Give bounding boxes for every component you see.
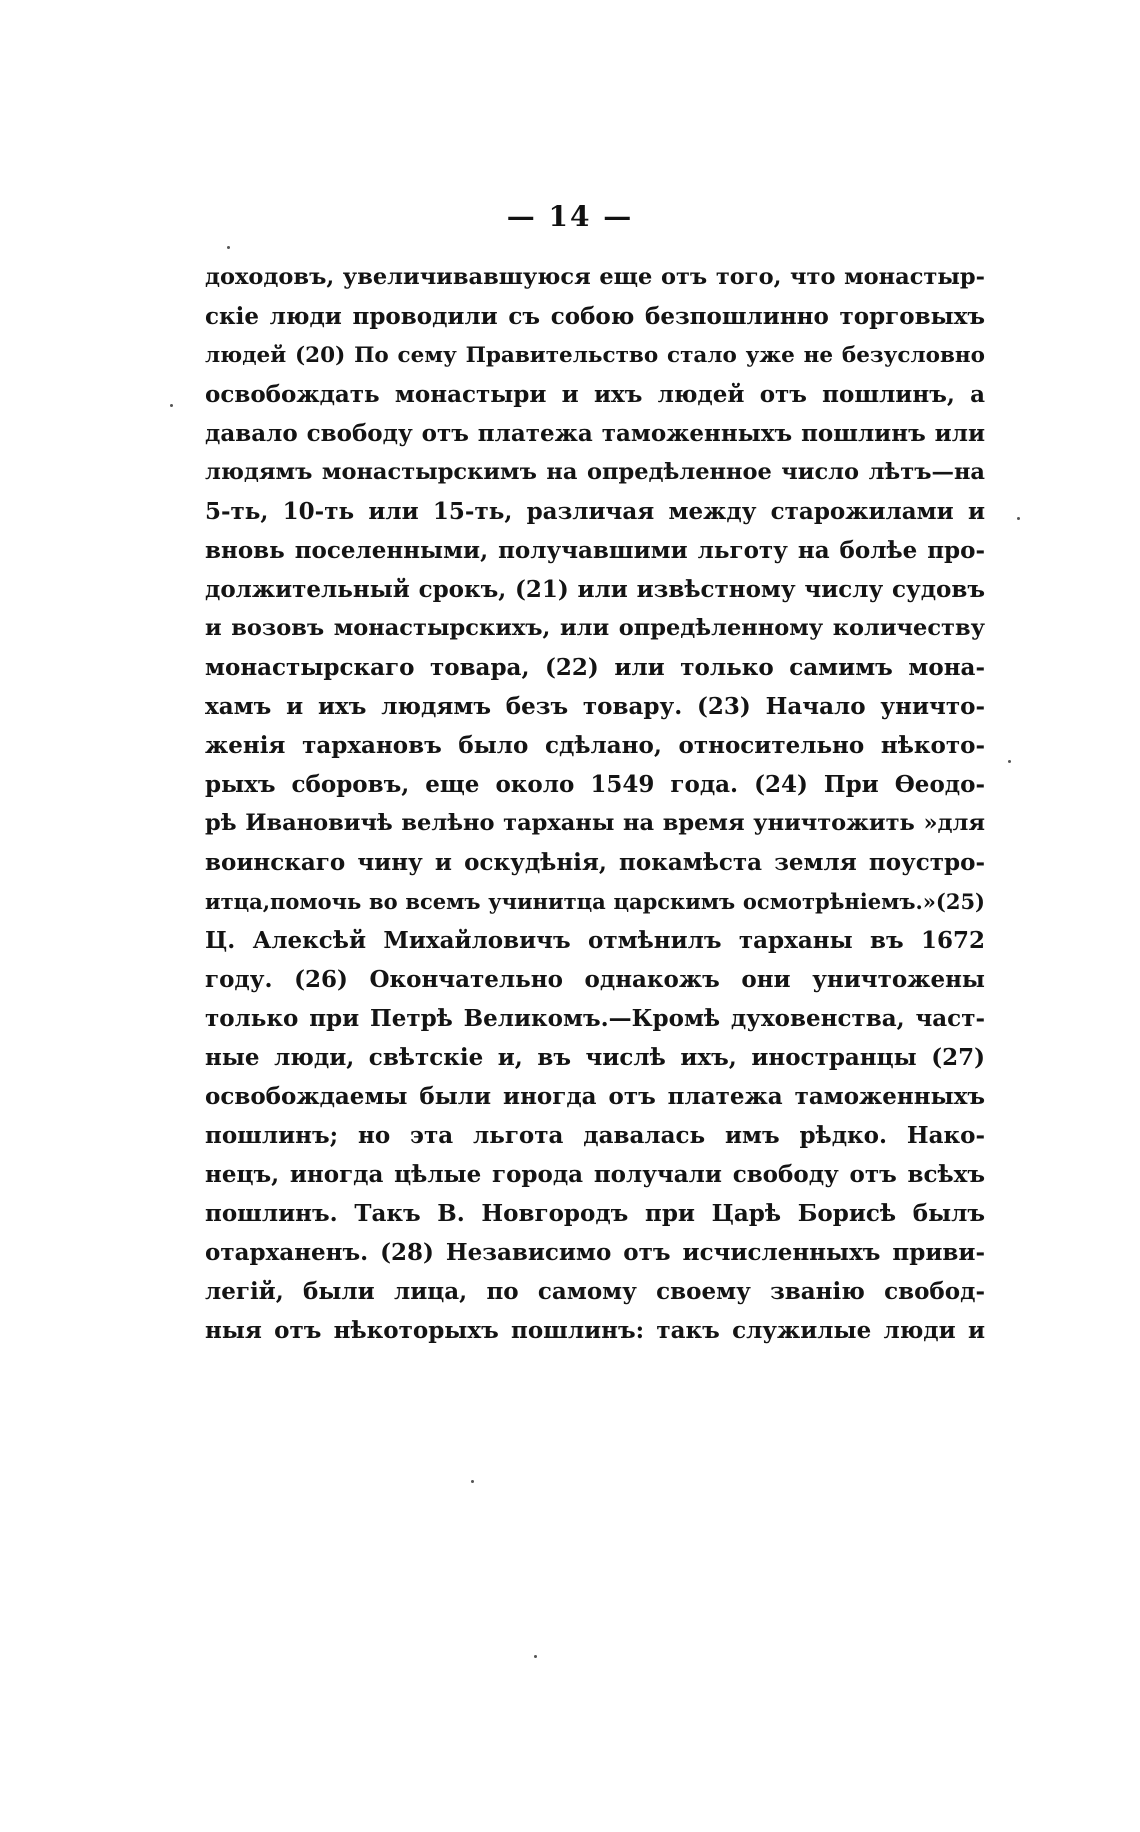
text-line: воинскаго чину и оскудѣнія, покамѣста земля поустро- xyxy=(205,849,985,876)
text-line: давало свободу отъ платежа таможенныхъ пошлинъ или xyxy=(205,420,985,447)
text-line: 5-ть, 10-ть или 15-ть, различая между старожилами и xyxy=(205,498,985,525)
text-line: только при Петрѣ Великомъ.—Кромѣ духовенства, част- xyxy=(205,1005,985,1032)
text-line: вновь поселенными, получавшими льготу на болѣе про- xyxy=(205,537,985,564)
text-line: женія тархановъ было сдѣлано, относительно нѣкото- xyxy=(205,732,985,759)
page-number: — 14 — xyxy=(506,200,634,233)
scan-speck xyxy=(170,404,173,407)
text-line: Ц. Алексѣй Михайловичъ отмѣнилъ тарханы въ 1672 xyxy=(205,927,985,954)
text-line: рѣ Ивановичѣ велѣно тарханы на время уничтожить »для xyxy=(205,810,985,836)
text-line: доходовъ, увеличивавшуюся еще отъ того, что монастыр- xyxy=(205,264,985,290)
text-line: хамъ и ихъ людямъ безъ товару. (23) Начало уничто- xyxy=(205,693,985,720)
text-line: рыхъ сборовъ, еще около 1549 года. (24) При Ѳеодо- xyxy=(205,771,985,798)
scan-speck xyxy=(1008,760,1011,763)
scan-speck xyxy=(471,1480,474,1483)
text-line: итца,помочь во всемъ учинитца царскимъ осмотрѣніемъ.»(25) xyxy=(205,889,985,914)
text-line: нецъ, иногда цѣлые города получали свободу отъ всѣхъ xyxy=(205,1161,985,1188)
text-line: ныя отъ нѣкоторыхъ пошлинъ: такъ служилые люди и xyxy=(205,1317,985,1344)
body-text xyxy=(205,258,985,1350)
text-line: освобождаемы были иногда отъ платежа таможенныхъ xyxy=(205,1083,985,1110)
text-line: ные люди, свѣтскіе и, въ числѣ ихъ, иностранцы (27) xyxy=(205,1044,985,1071)
scan-speck xyxy=(534,1655,537,1658)
text-line: и возовъ монастырскихъ, или опредѣленному количеству xyxy=(205,615,985,641)
scan-speck xyxy=(1017,517,1020,520)
scan-speck xyxy=(227,246,230,249)
text-line: монастырскаго товара, (22) или только самимъ мона- xyxy=(205,654,985,681)
text-line: освобождать монастыри и ихъ людей отъ пошлинъ, а xyxy=(205,381,985,408)
text-line: легій, были лица, по самому своему званію свобод- xyxy=(205,1278,985,1305)
text-line: должительный срокъ, (21) или извѣстному числу судовъ xyxy=(205,576,985,603)
text-line: людей (20) По сему Правительство стало уже не безусловно xyxy=(205,343,985,368)
text-line: людямъ монастырскимъ на опредѣленное число лѣтъ—на xyxy=(205,459,985,485)
text-line: отарханенъ. (28) Независимо отъ исчисленныхъ приви- xyxy=(205,1239,985,1266)
text-line: году. (26) Окончательно однакожъ они уничтожены xyxy=(205,966,985,993)
text-line: пошлинъ; но эта льгота давалась имъ рѣдко. Нако- xyxy=(205,1122,985,1149)
text-line: пошлинъ. Такъ В. Новгородъ при Царѣ Борисѣ былъ xyxy=(205,1200,985,1227)
text-line: скіе люди проводили съ собою безпошлинно торговыхъ xyxy=(205,303,985,330)
